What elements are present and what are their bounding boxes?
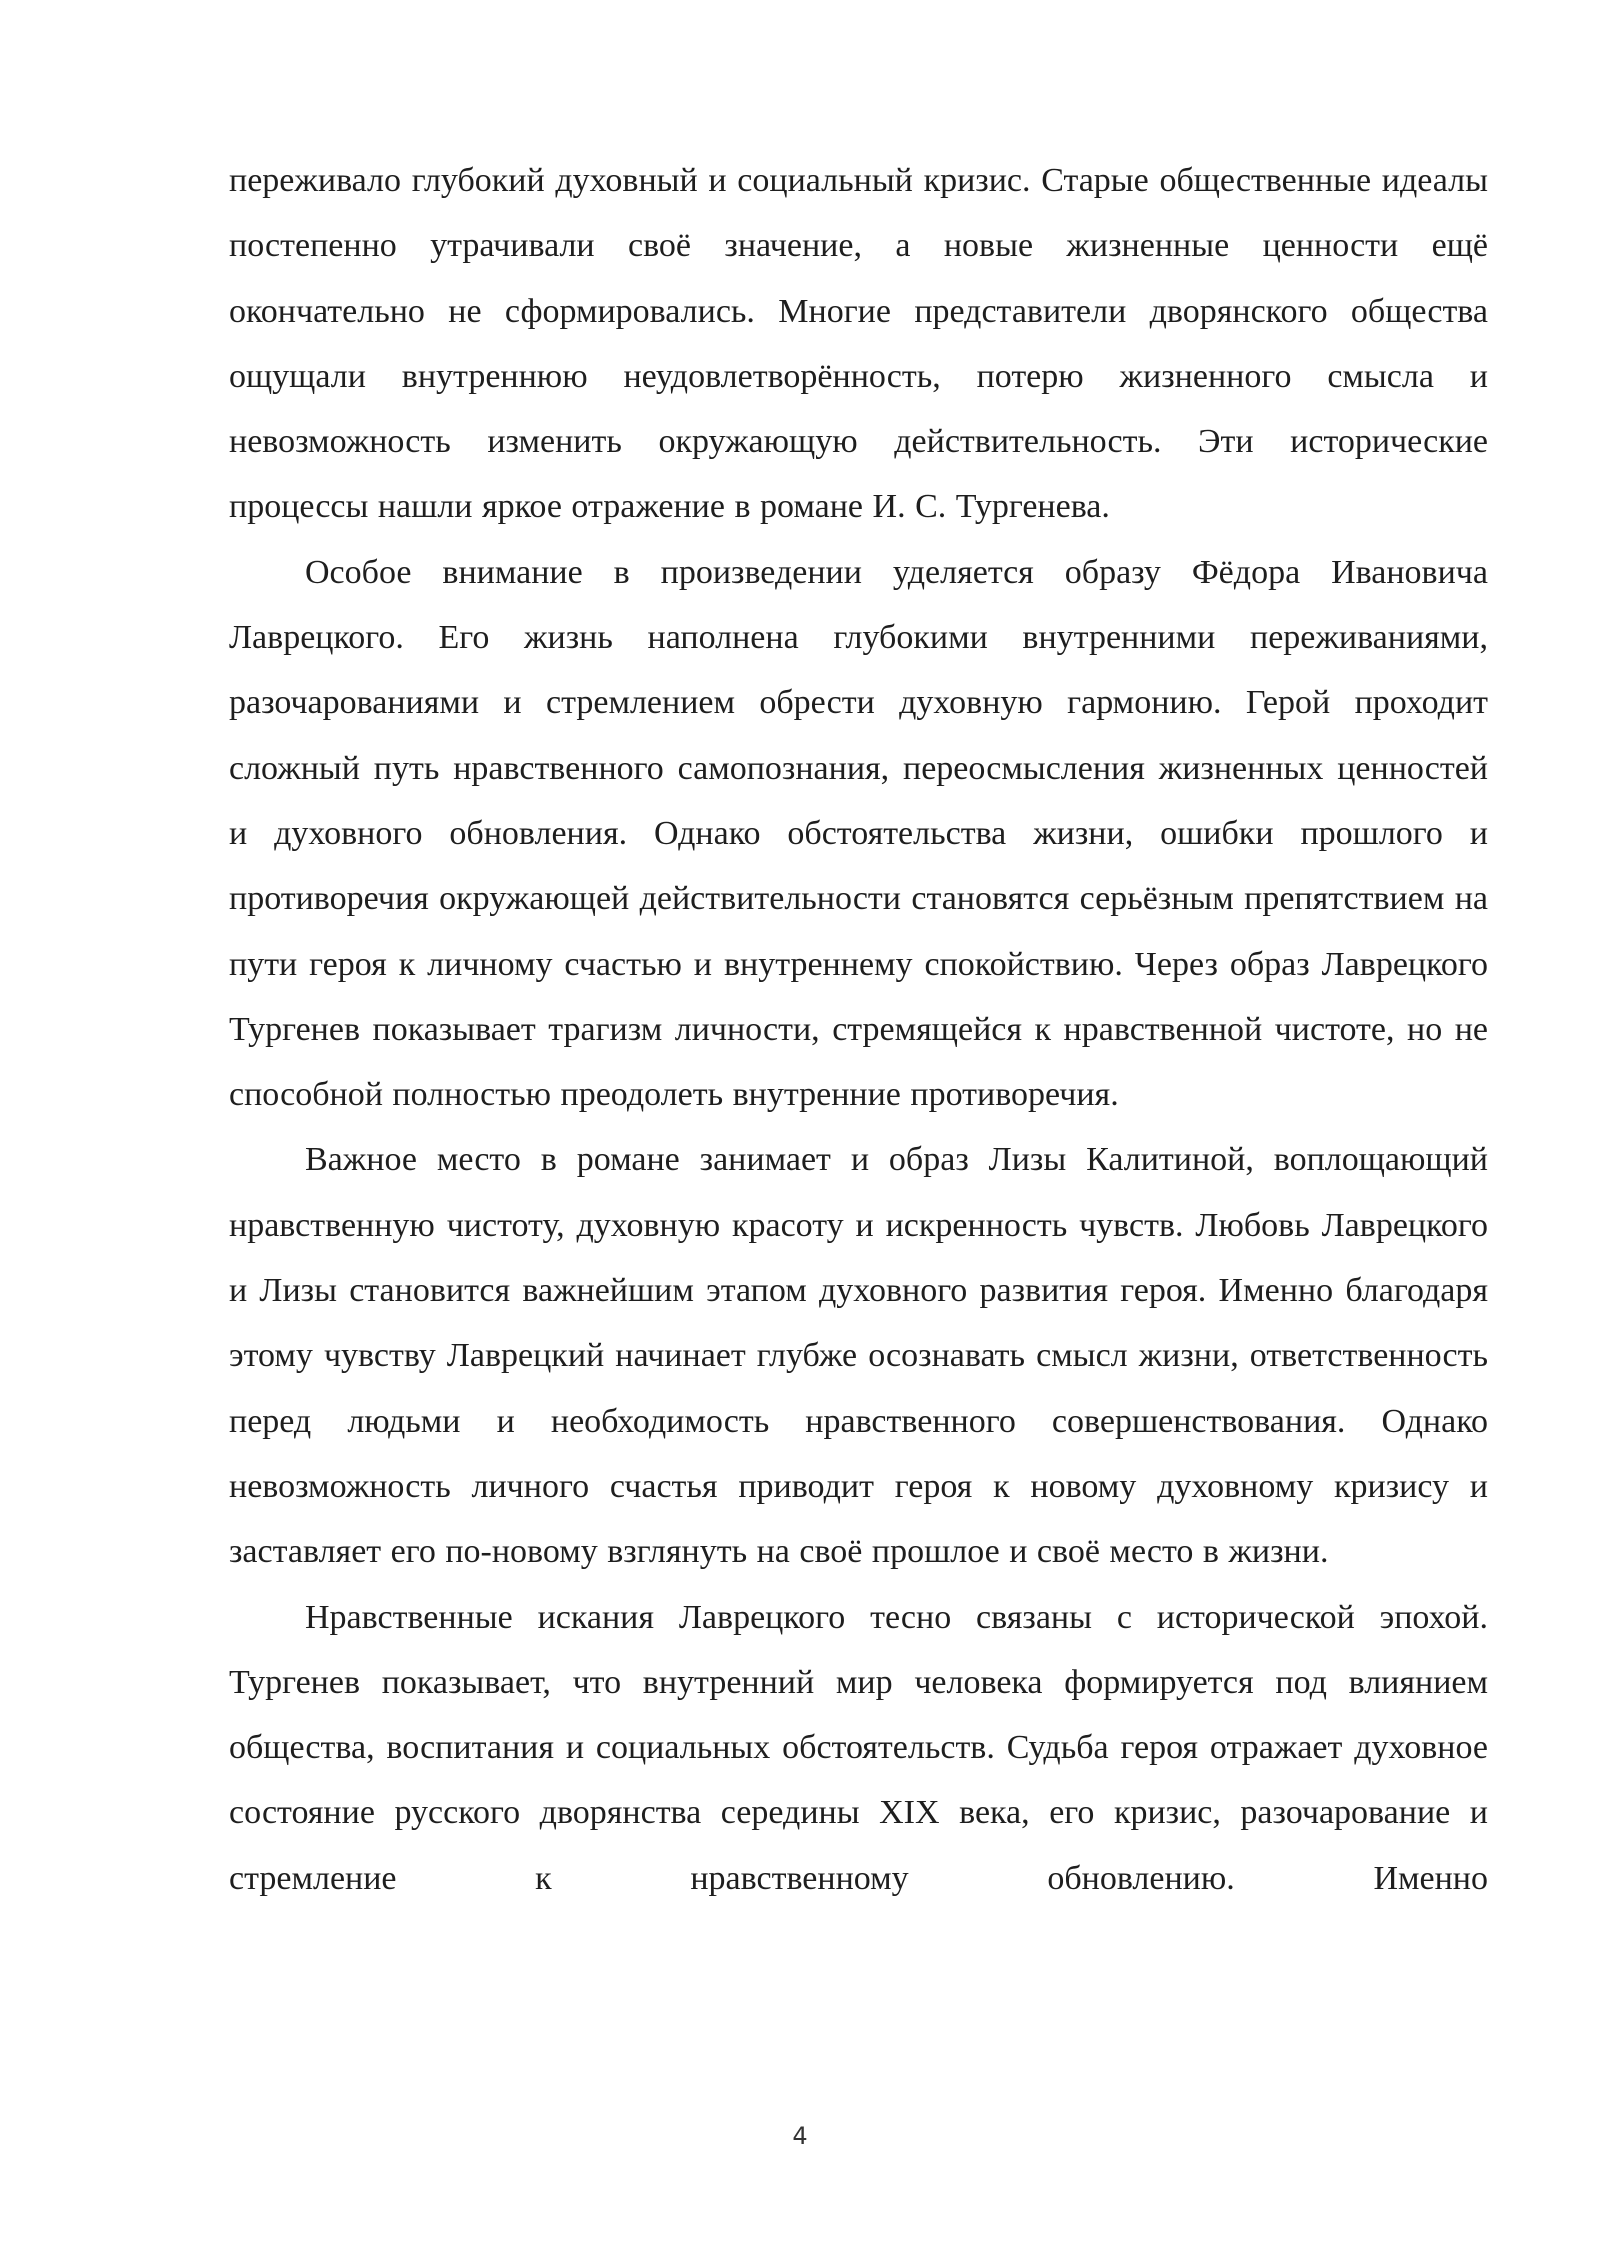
paragraph-4: Нравственные искания Лаврецкого тесно связаны с исторической эпохой. Тургенев показывает, что внутренний мир человека формируется под влиянием общества, воспитания и социальных обстоятельств. Судьба героя отражает духовное состояние русского дворянства середины XIX века, его кризис, разочарование и стремление к нравственному обновлению. Именно	[229, 1598, 1488, 1897]
paragraph-3: Важное место в романе занимает и образ Лизы Калитиной, воплощающий нравственную чистоту, духовную красоту и искренность чувств. Любовь Лаврецкого и Лизы становится важнейшим этапом духовного развития героя. Именно благодаря этому чувству Лаврецкий начинает глубже осознавать смысл жизни, ответственность перед людьми и необходимость нравственного совершенствования. Однако невозможность личного счастья приводит героя к новому духовному кризису и заставляет его по-новому взглянуть на своё прошлое и своё место в жизни.	[229, 1141, 1488, 1571]
paragraph-1: переживало глубокий духовный и социальный кризис. Старые общественные идеалы постепенно утрачивали своё значение, а новые жизненные ценности ещё окончательно не сформировались. Многие представители дворянского общества ощущали внутреннюю неудовлетворённость, потерю жизненного смысла и невозможность изменить окружающую действительность. Эти исторические процессы нашли яркое отражение в романе И. С. Тургенева.	[229, 162, 1488, 526]
paragraph-2: Особое внимание в произведении уделяется образу Фёдора Ивановича Лаврецкого. Его жизнь наполнена глубокими внутренними переживаниями, разочарованиями и стремлением обрести духовную гармонию. Герой проходит сложный путь нравственного самопознания, переосмысления жизненных ценностей и духовного обновления. Однако обстоятельства жизни, ошибки прошлого и противоречия окружающей действительности становятся серьёзным препятствием на пути героя к личному счастью и внутреннему спокойствию. Через образ Лаврецкого Тургенев показывает трагизм личности, стремящейся к нравственной чистоте, но не способной полностью преодолеть внутренние противоречия.	[229, 553, 1488, 1114]
page-number: 4	[792, 2122, 808, 2150]
body-text	[229, 148, 1488, 1911]
